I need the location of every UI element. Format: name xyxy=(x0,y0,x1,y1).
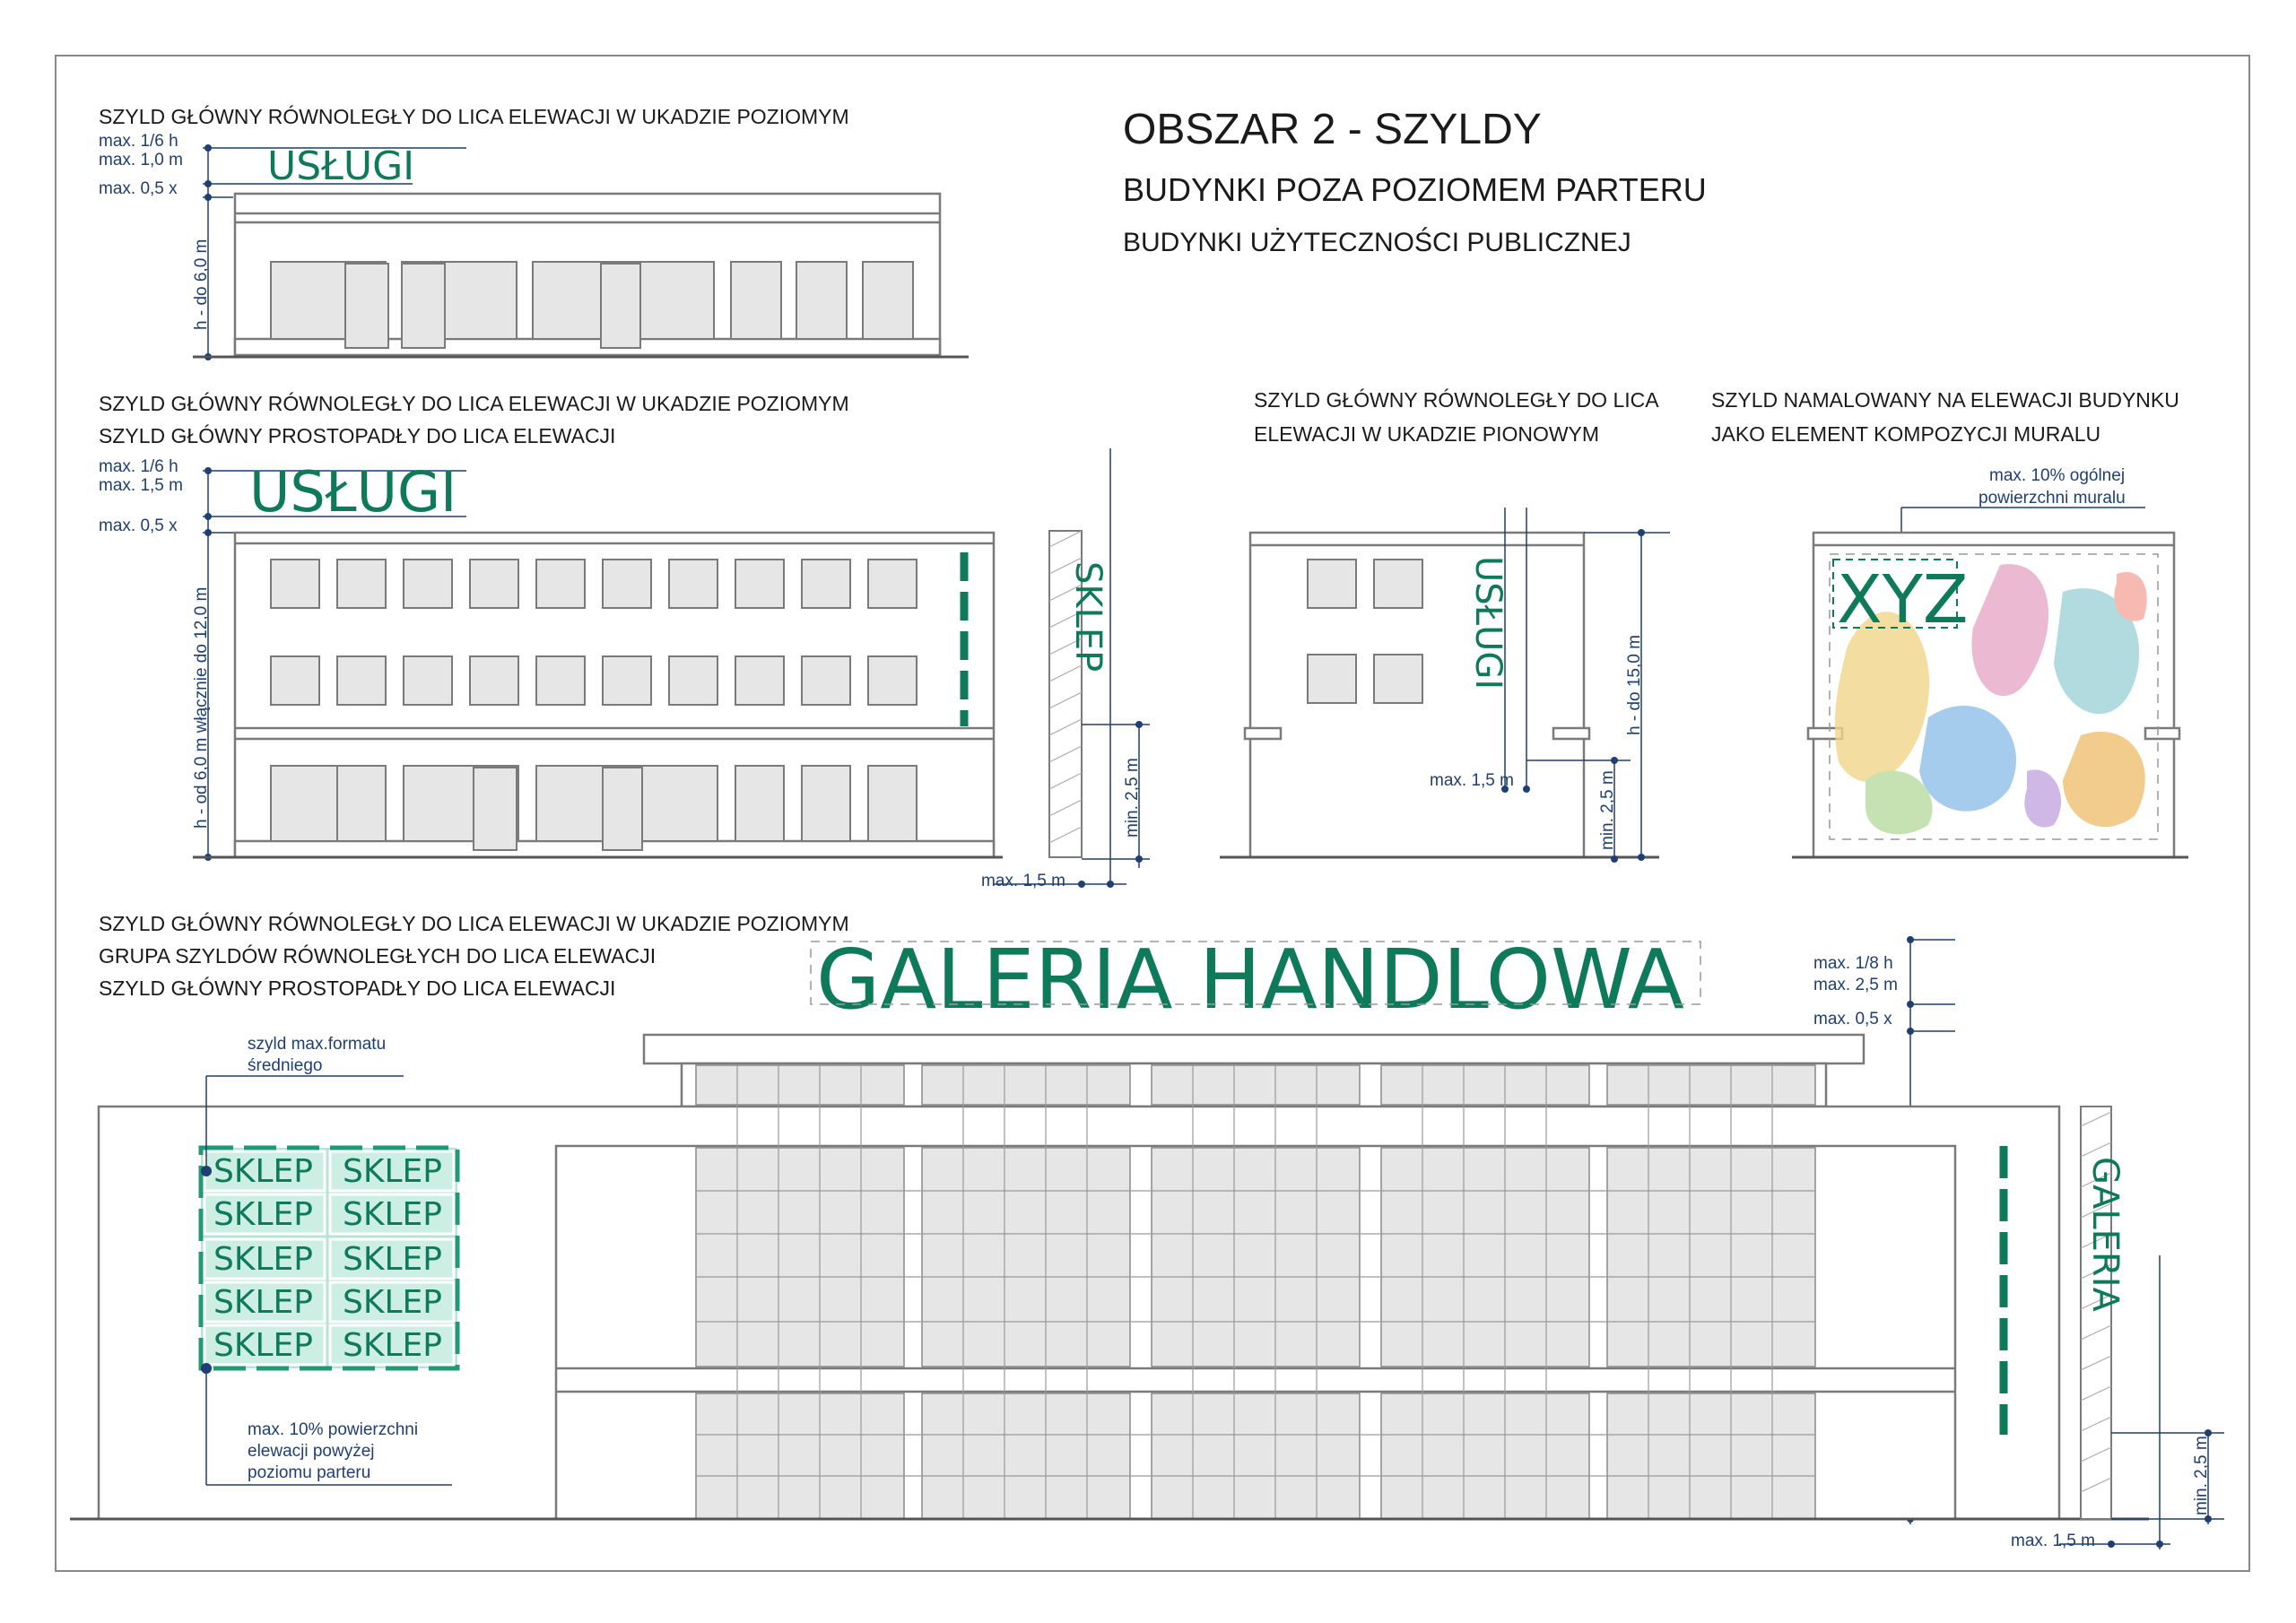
panel-4-caption-1: SZYLD NAMALOWANY NA ELEWACJI BUDYNKU xyxy=(1711,388,2179,412)
panel-5-caption-2: GRUPA SZYLDÓW RÓWNOLEGŁYCH DO LICA ELEWACJI xyxy=(99,944,657,968)
panel-5-caption-3: SZYLD GŁÓWNY PROSTOPADŁY DO LICA ELEWACJI xyxy=(99,976,616,1000)
panel-5-note-area-3: poziomu parteru xyxy=(248,1463,371,1482)
panel-2-dim-max-0-5x: max. 0,5 x xyxy=(99,516,178,535)
panel-3-caption-2: ELEWACJI W UKADZIE PIONOWYM xyxy=(1254,422,1600,446)
panel-5-canopy xyxy=(644,1035,1864,1063)
panel-3-dim-h: h - do 15,0 m xyxy=(1625,635,1644,735)
panel-5-dim-max-2-5m: max. 2,5 m xyxy=(1813,976,1898,994)
panel-5-note-format-1: szyld max.formatu xyxy=(248,1035,387,1054)
panel-4-mural-sign: XYZ xyxy=(1837,561,1969,638)
panel-3-caption-1: SZYLD GŁÓWNY RÓWNOLEGŁY DO LICA xyxy=(1254,388,1659,412)
shop-sign-8: SKLEP xyxy=(343,1284,442,1321)
panel-5-dim-max-1-8h: max. 1/8 h xyxy=(1813,954,1893,973)
shop-sign-4: SKLEP xyxy=(343,1196,442,1233)
panel-5-shop-sign-group xyxy=(201,1148,457,1368)
page-subtitle-1: BUDYNKI POZA POZIOMEM PARTERU xyxy=(1123,171,1707,208)
panel-3-dim-min-2-5m: min. 2,5 m xyxy=(1598,770,1617,850)
shop-sign-5: SKLEP xyxy=(213,1241,313,1278)
shop-sign-1: SKLEP xyxy=(213,1153,313,1190)
panel-5-dim-max-1-5m: max. 1,5 m xyxy=(2011,1532,2095,1550)
panel-5-main-sign: GALERIA HANDLOWA xyxy=(816,932,1684,1028)
panel-1-dim-max-1-6h: max. 1/6 h xyxy=(99,132,178,151)
panel-2-dim-max-1-6h: max. 1/6 h xyxy=(99,457,178,476)
panel-2-dim-max-1-5m: max. 1,5 m xyxy=(99,476,183,495)
panel-3-vertical-sign: USŁUGI xyxy=(1467,556,1509,690)
shop-sign-7: SKLEP xyxy=(213,1284,313,1321)
panel-4-note-2: powierzchni muralu xyxy=(1979,489,2126,508)
panel-5-dim-min-2-5m: min. 2,5 m xyxy=(2192,1436,2211,1515)
panel-2-dim-max-1-5m-bottom: max. 1,5 m xyxy=(981,872,1065,890)
panel-5-note-format-2: średniego xyxy=(248,1056,323,1075)
panel-4-note-1: max. 10% ogólnej xyxy=(1989,466,2126,485)
panel-1-sign: USŁUGI xyxy=(267,143,415,189)
shop-sign-10: SKLEP xyxy=(343,1327,442,1364)
panel-1-low-building xyxy=(99,105,969,360)
panel-2-sign: USŁUGI xyxy=(249,459,457,525)
shop-sign-9: SKLEP xyxy=(213,1327,313,1364)
shop-sign-6: SKLEP xyxy=(343,1241,442,1278)
panel-4-mural-building xyxy=(1711,388,2188,857)
panel-3-dim-max-1-5m: max. 1,5 m xyxy=(1430,771,1514,790)
shop-sign-2: SKLEP xyxy=(343,1153,442,1190)
panel-5-dim-max-0-5x: max. 0,5 x xyxy=(1813,1010,1892,1028)
panel-5-note-area-1: max. 10% powierzchni xyxy=(248,1420,419,1439)
panel-2-caption-1: SZYLD GŁÓWNY RÓWNOLEGŁY DO LICA ELEWACJI W UKADZIE POZIOMYM xyxy=(99,392,849,415)
panel-2-dim-h: h - od 6,0 m włącznie do 12,0 m xyxy=(192,586,211,829)
panel-5-shopping-gallery xyxy=(70,912,2224,1550)
page-title: OBSZAR 2 - SZYLDY xyxy=(1123,106,1542,153)
panel-2-caption-2: SZYLD GŁÓWNY PROSTOPADŁY DO LICA ELEWACJI xyxy=(99,424,616,447)
panel-1-caption: SZYLD GŁÓWNY RÓWNOLEGŁY DO LICA ELEWACJI W UKADZIE POZIOMYM xyxy=(99,105,849,128)
panel-2-dim-min-2-5m: min. 2,5 m xyxy=(1123,758,1142,838)
panel-1-dim-max-1-0m: max. 1,0 m xyxy=(99,151,183,169)
page-subtitle-2: BUDYNKI UŻYTECZNOŚCI PUBLICZNEJ xyxy=(1123,228,1631,257)
panel-2-side-sign xyxy=(1067,561,1109,672)
panel-5-note-area-2: elewacji powyżej xyxy=(248,1442,375,1461)
panel-1-dim-h: h - do 6,0 m xyxy=(192,239,211,330)
panel-3-vertical-sign-building xyxy=(1220,388,1670,863)
shop-sign-3: SKLEP xyxy=(213,1196,313,1233)
panel-1-dim-max-0-5x: max. 0,5 x xyxy=(99,179,178,198)
panel-2-side-sign-text: SKLEP xyxy=(1067,561,1109,673)
panel-5-side-sign: GALERIA xyxy=(2084,1157,2126,1312)
panel-2-mid-building xyxy=(99,392,1150,890)
panel-4-caption-2: JAKO ELEMENT KOMPOZYCJI MURALU xyxy=(1711,422,2101,446)
panel-5-caption-1: SZYLD GŁÓWNY RÓWNOLEGŁY DO LICA ELEWACJI W UKADZIE POZIOMYM xyxy=(99,912,849,935)
